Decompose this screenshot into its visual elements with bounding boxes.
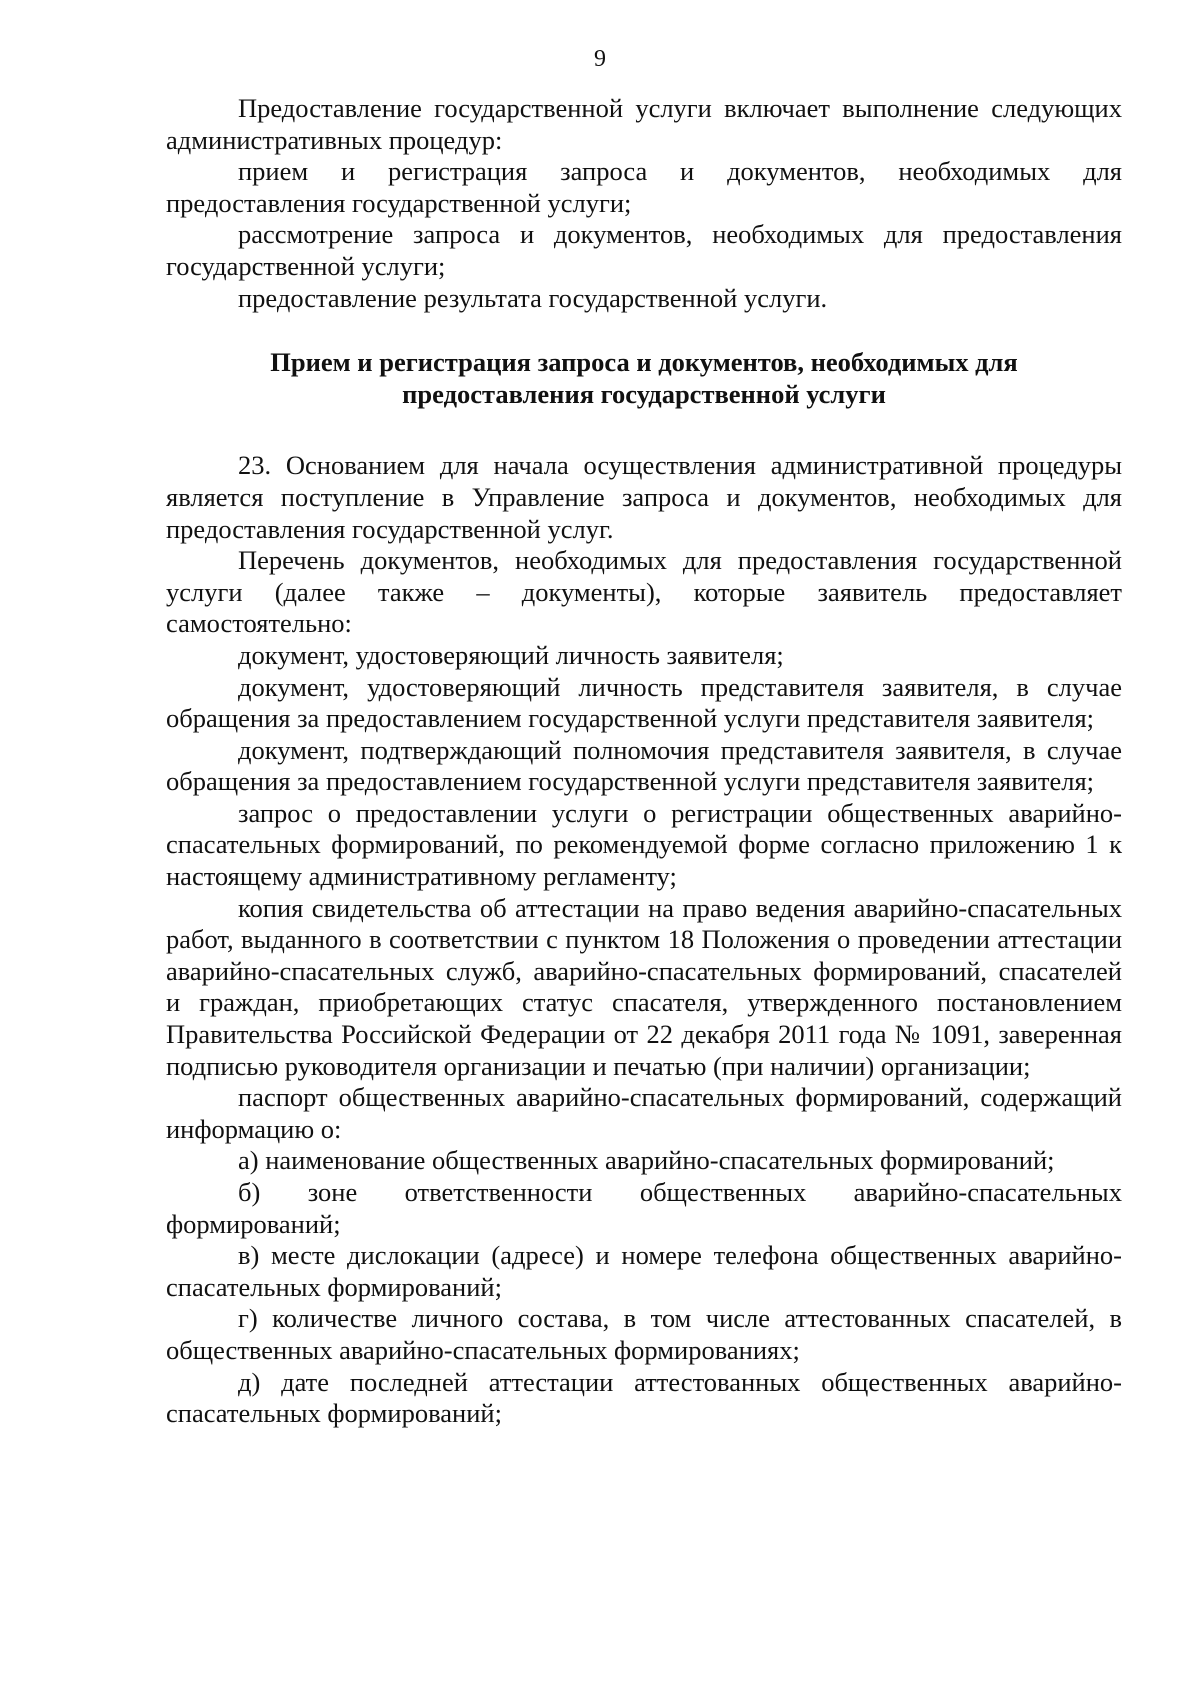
document-body	[166, 93, 1122, 1430]
paragraph-representative-authority: документ, подтверждающий полномочия представителя заявителя, в случае обращения за предоставлением государственной услуги представителя заявителя;	[166, 734, 1122, 797]
paragraph-item-23: 23. Основанием для начала осуществления административной процедуры является поступление в Управление запроса и документов, необходимых для предоставления государственной услуг.	[166, 450, 1122, 544]
paragraph-item-b: б) зоне ответственности общественных аварийно-спасательных формирований;	[166, 1177, 1122, 1239]
paragraph-item-v: в) месте дислокации (адресе) и номере телефона общественных аварийно-спасательных формирований;	[166, 1240, 1122, 1302]
section-heading: Прием и регистрация запроса и документов, необходимых для предоставления государственной услуги	[270, 347, 1018, 409]
paragraph-documents-list-intro: Перечень документов, необходимых для предоставления государственной услуги (далее также – документы), которые заявитель предоставляет самостоятельно:	[166, 545, 1122, 639]
paragraph-procedure-reception: прием и регистрация запроса и документов, необходимых для предоставления государственной услуги;	[166, 156, 1122, 218]
paragraph-procedure-review: рассмотрение запроса и документов, необходимых для предоставления государственной услуги;	[166, 219, 1122, 281]
paragraph-item-a: а) наименование общественных аварийно-спасательных формирований;	[238, 1145, 1055, 1176]
paragraph-procedure-result: предоставление результата государственной услуги.	[238, 282, 828, 313]
paragraph-item-d: д) дате последней аттестации аттестованных общественных аварийно-спасательных формирований;	[166, 1366, 1122, 1429]
paragraph-registration-request: запрос о предоставлении услуги о регистрации общественных аварийно-спасательных формирований, по рекомендуемой форме согласно приложению 1 к настоящему административному регламенту;	[166, 797, 1122, 892]
page-number: 9	[594, 46, 606, 72]
paragraph-applicant-id: документ, удостоверяющий личность заявителя;	[238, 639, 784, 670]
paragraph-item-g: г) количестве личного состава, в том числе аттестованных спасателей, в общественных аварийно-спасательных формированиях;	[166, 1303, 1122, 1365]
paragraph-procedures-intro: Предоставление государственной услуги включает выполнение следующих административных процедур:	[166, 93, 1122, 155]
paragraph-certificate-copy: копия свидетельства об аттестации на право ведения аварийно-спасательных работ, выданного в соответствии с пунктом 18 Положения о проведении аттестации аварийно-спасательных служб, аварийно-спасательных формирований, спасателей и граждан, приобретающих статус спасателя, утвержденного постановлением Правительства Российской Федерации от 22 декабря 2011 года № 1091, заверенная подписью руководителя организации и печатью (при наличии) организации;	[166, 892, 1122, 1081]
paragraph-passport: паспорт общественных аварийно-спасательных формирований, содержащий информацию о:	[166, 1082, 1122, 1144]
paragraph-representative-id: документ, удостоверяющий личность представителя заявителя, в случае обращения за предоставлением государственной услуги представителя заявителя;	[166, 671, 1122, 734]
